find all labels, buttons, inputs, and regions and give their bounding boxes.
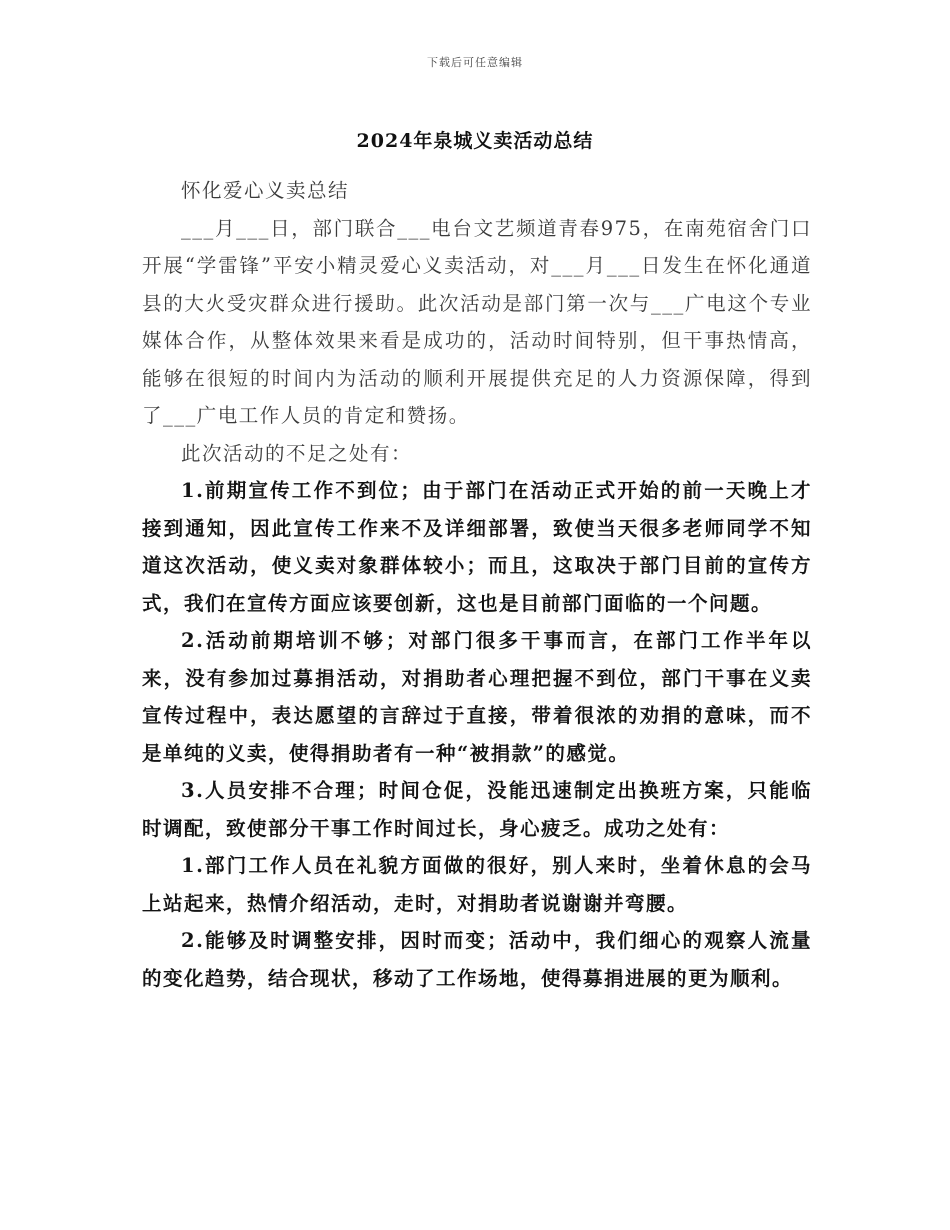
document-body bbox=[142, 172, 812, 997]
document-title: 2024年泉城义卖活动总结 bbox=[356, 130, 594, 152]
header-note: 下载后可任意编辑 bbox=[427, 56, 523, 69]
paragraph-shortcomings-heading: 此次活动的不足之处有： bbox=[181, 441, 413, 465]
paragraph-intro: ___月___日，部门联合___电台文艺频道青春975，在南苑宿舍门口开展“学雷锋”平安小精灵爱心义卖活动，对___月___日发生在怀化通道县的大火受灾群众进行援助。此次活动是部门第一次与___广电这个专业媒体合作，从整体效果来看是成功的，活动时间特别，但干事热情高，能够在很短的时间内为活动的顺利开展提供充足的人力资源保障，得到了___广电工作人员的肯定和赞扬。 bbox=[142, 216, 812, 427]
paragraph-success-2: 2.能够及时调整安排，因时而变；活动中，我们细心的观察人流量的变化趋势，结合现状，移动了工作场地，使得募捐进展的更为顺利。 bbox=[142, 929, 812, 990]
paragraph-shortcoming-1: 1.前期宣传工作不到位；由于部门在活动正式开始的前一天晚上才接到通知，因此宣传工作来不及详细部署，致使当天很多老师同学不知道这次活动，使义卖对象群体较小；而且，这取决于部门目前的宣传方式，我们在宣传方面应该要创新，这也是目前部门面临的一个问题。 bbox=[142, 479, 812, 615]
paragraph-shortcoming-2: 2.活动前期培训不够；对部门很多干事而言，在部门工作半年以来，没有参加过募捐活动，对捐助者心理把握不到位，部门干事在义卖宣传过程中，表达愿望的言辞过于直接，带着很浓的劝捐的意味，而不是单纯的义卖，使得捐助者有一种“被捐款”的感觉。 bbox=[142, 629, 812, 765]
paragraph-success-1: 1.部门工作人员在礼貌方面做的很好，别人来时，坐着休息的会马上站起来，热情介绍活动，走时，对捐助者说谢谢并弯腰。 bbox=[142, 854, 812, 915]
paragraph-subtitle: 怀化爱心义卖总结 bbox=[181, 179, 350, 202]
paragraph-shortcoming-3: 3.人员安排不合理；时间仓促，没能迅速制定出换班方案，只能临时调配，致使部分干事工作时间过长，身心疲乏。成功之处有： bbox=[142, 779, 812, 840]
